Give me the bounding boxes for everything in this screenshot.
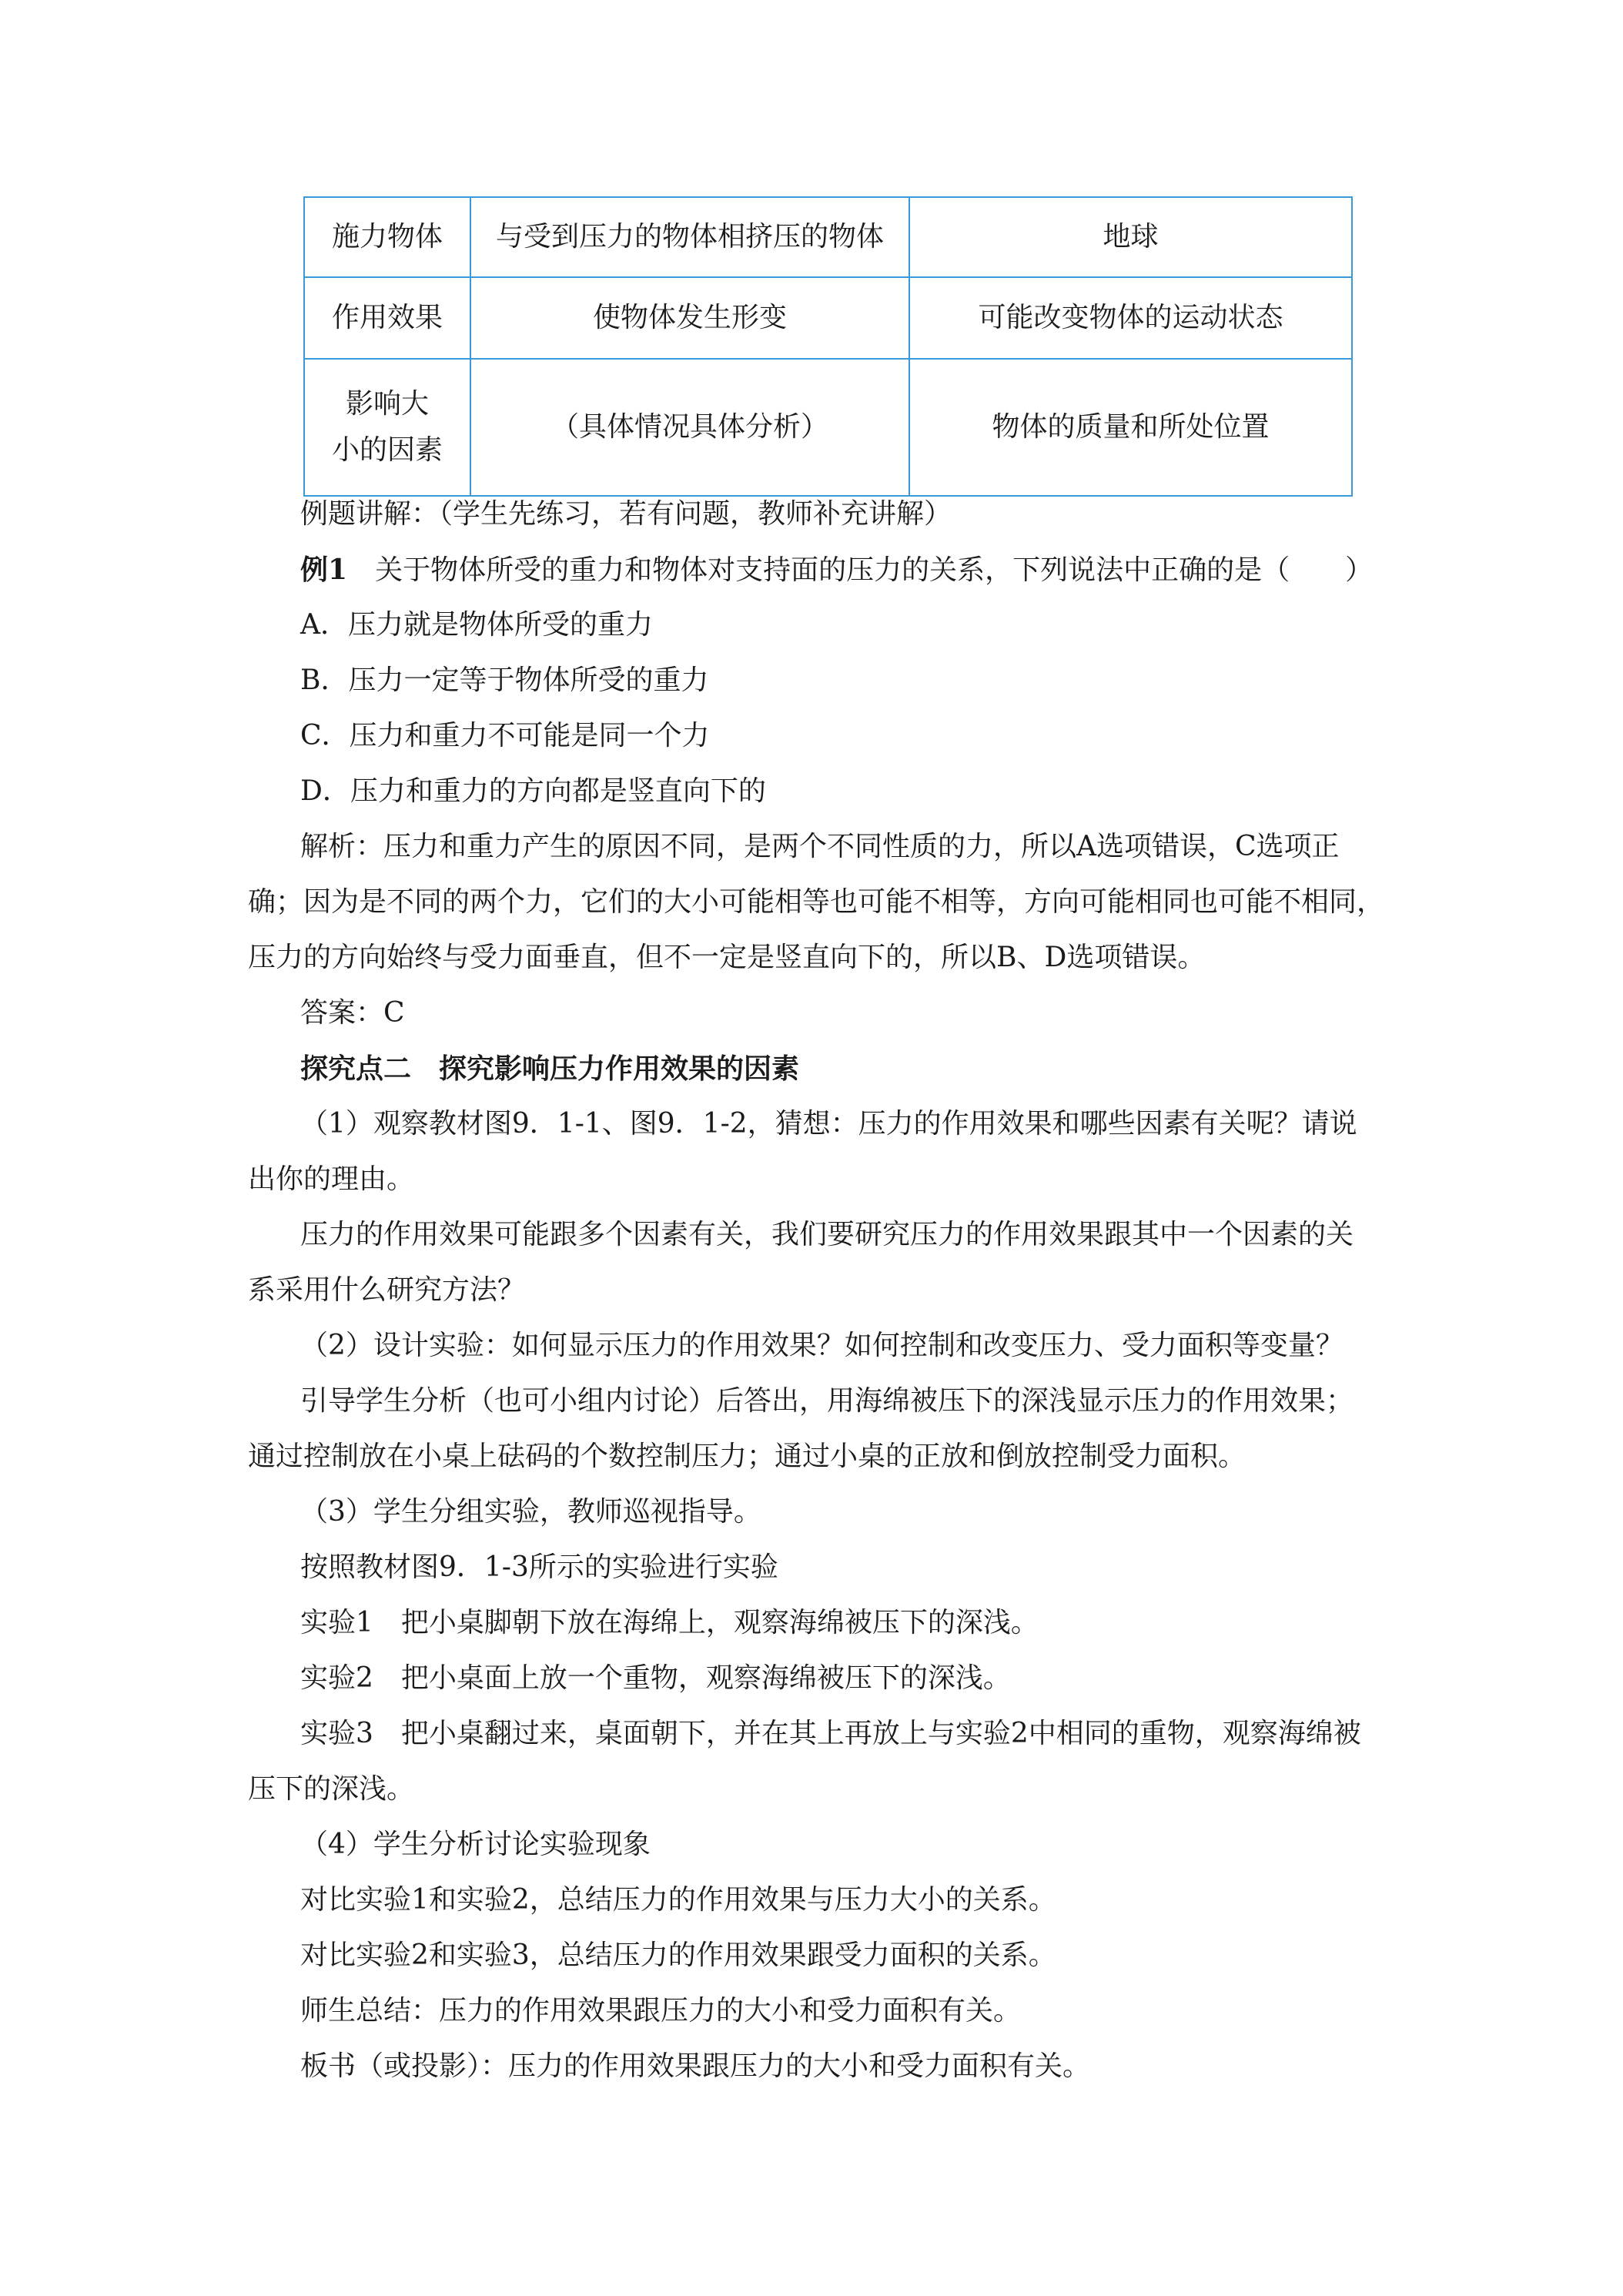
text-line: 引导学生分析（也可小组内讨论）后答出，用海绵被压下的深浅显示压力的作用效果；: [300, 1385, 1354, 1417]
table-cell: 使物体发生形变: [470, 277, 909, 359]
text-line: 对比实验1和实验2，总结压力的作用效果与压力大小的关系。: [300, 1884, 1056, 1916]
option-a: A．压力就是物体所受的重力: [300, 609, 653, 641]
text-line: 师生总结：压力的作用效果跟压力的大小和受力面积有关。: [300, 1995, 1022, 2027]
example-question: 关于物体所受的重力和物体对支持面的压力的关系，下列说法中正确的是（ ）: [347, 554, 1374, 586]
example-label: 例1: [300, 554, 348, 586]
table-cell: 施力物体: [304, 197, 470, 277]
text-line: 解析：压力和重力产生的原因不同，是两个不同性质的力，所以A选项错误，C选项正: [300, 831, 1340, 862]
text-line: 通过控制放在小桌上砝码的个数控制压力；通过小桌的正放和倒放控制受力面积。: [248, 1441, 1247, 1472]
table-cell: （具体情况具体分析）: [470, 359, 909, 496]
table-cell: 可能改变物体的运动状态: [909, 277, 1352, 359]
table-cell: 与受到压力的物体相挤压的物体: [470, 197, 909, 277]
text-line: 压力的方向始终与受力面垂直，但不一定是竖直向下的，所以B、D选项错误。: [248, 942, 1206, 973]
header-line: 小的因素: [331, 434, 443, 466]
experiment-2: 实验2 把小桌面上放一个重物，观察海绵被压下的深浅。: [300, 1662, 1011, 1694]
option-c: C．压力和重力不可能是同一个力: [300, 720, 710, 751]
table-cell: 作用效果: [304, 277, 470, 359]
table-cell: 物体的质量和所处位置: [909, 359, 1352, 496]
table-row: [304, 359, 1352, 496]
text-line: 压下的深浅。: [248, 1773, 415, 1805]
text-line: 例题讲解：（学生先练习，若有问题，教师补充讲解）: [300, 498, 952, 530]
table-cell: [304, 359, 470, 496]
text-line: 确；因为是不同的两个力，它们的大小可能相等也可能不相等，方向可能相同也可能不相同，: [248, 886, 1385, 918]
text-line: 压力的作用效果可能跟多个因素有关，我们要研究压力的作用效果跟其中一个因素的关: [300, 1219, 1354, 1250]
text-line: （2）设计实验：如何显示压力的作用效果？如何控制和改变压力、受力面积等变量？: [300, 1330, 1344, 1361]
example-heading: [300, 551, 1373, 589]
header-line: 影响大: [345, 388, 429, 420]
force-comparison-table: [303, 196, 1353, 497]
answer-line: 答案：C: [300, 997, 405, 1029]
text-line: （1）观察教材图9．1-1、图9．1-2，猜想：压力的作用效果和哪些因素有关呢？请说: [300, 1108, 1357, 1140]
section-heading: 探究点二 探究影响压力作用效果的因素: [300, 1053, 800, 1085]
option-b: B．压力一定等于物体所受的重力: [300, 664, 709, 696]
text-line: 出你的理由。: [248, 1163, 415, 1195]
text-line: 按照教材图9．1-3所示的实验进行实验: [300, 1551, 778, 1583]
option-d: D．压力和重力的方向都是竖直向下的: [300, 775, 766, 807]
experiment-1: 实验1 把小桌脚朝下放在海绵上，观察海绵被压下的深浅。: [300, 1607, 1039, 1638]
table-row: [304, 277, 1352, 359]
text-line: （3）学生分组实验，教师巡视指导。: [300, 1496, 761, 1528]
text-line: 对比实验2和实验3，总结压力的作用效果跟受力面积的关系。: [300, 1940, 1056, 1971]
experiment-3: 实验3 把小桌翻过来，桌面朝下，并在其上再放上与实验2中相同的重物，观察海绵被: [300, 1718, 1361, 1749]
table-cell: 地球: [909, 197, 1352, 277]
table-row: [304, 197, 1352, 277]
text-line: （4）学生分析讨论实验现象: [300, 1829, 651, 1860]
text-line: 板书（或投影）：压力的作用效果跟压力的大小和受力面积有关。: [300, 2050, 1091, 2082]
text-line: 系采用什么研究方法？: [248, 1274, 526, 1306]
